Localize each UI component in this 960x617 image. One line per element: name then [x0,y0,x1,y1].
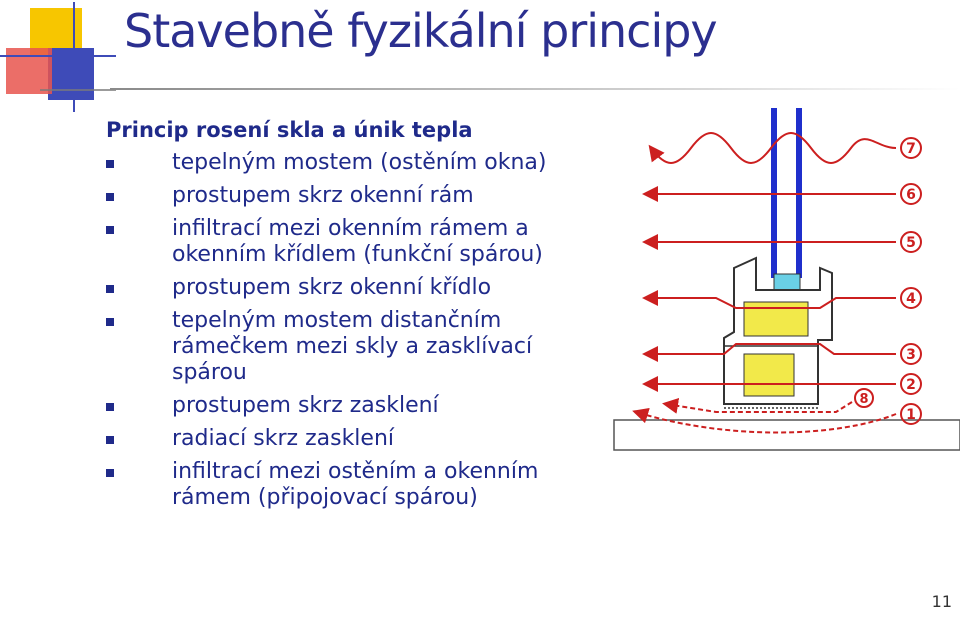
bullet-text: tepelným mostem distančním rámečkem mezi skly a zasklívací spárou [172,308,533,385]
bullet-square-icon [106,285,114,293]
marker-2 [901,374,921,394]
bullet-item [106,275,606,301]
spacer-bar [774,274,800,290]
marker-label: 4 [906,291,916,307]
bullet-square-icon [106,193,114,201]
window-heat-loss-diagram [606,108,960,453]
bullet-text: prostupem skrz okenní rám [172,183,474,208]
marker-1 [901,404,921,424]
slide-title: Stavebně fyzikální principy [124,4,717,58]
marker-3 [901,344,921,364]
title-underline [110,88,960,90]
marker-6 [901,184,921,204]
marker-5 [901,232,921,252]
bullet-square-icon [106,160,114,168]
bullet-item [106,150,606,176]
bullet-text: tepelným mostem (ostěním okna) [172,150,547,175]
bullet-text: prostupem skrz zasklení [172,393,439,418]
bullet-square-icon [106,226,114,234]
marker-label: 3 [906,347,916,363]
bullet-list [106,150,606,518]
bullet-item [106,308,606,386]
marker-7 [901,138,921,158]
bullet-text: prostupem skrz okenní křídlo [172,275,492,300]
bullet-square-icon [106,436,114,444]
bullet-item [106,459,606,511]
page-number: 11 [931,592,952,611]
bullet-item [106,216,606,268]
bullet-square-icon [106,318,114,326]
bullet-text: infiltrací mezi okenním rámem a okenním křídlem (funkční spárou) [172,216,543,267]
logo-graphic [0,0,120,115]
marker-label: 1 [906,407,916,423]
bullet-square-icon [106,403,114,411]
bullet-text: radiací skrz zasklení [172,426,395,451]
marker-label: 7 [906,141,916,157]
bullet-item [106,426,606,452]
profile-chamber [744,354,794,396]
marker-label: 6 [906,187,916,203]
marker-label: 8 [859,392,869,407]
marker-8 [855,389,873,407]
bullet-item [106,183,606,209]
bullet-square-icon [106,469,114,477]
marker-label: 5 [906,235,916,251]
bullet-text: infiltrací mezi ostěním a okenním rámem (připojovací spárou) [172,459,539,510]
bullet-item [106,393,606,419]
marker-4 [901,288,921,308]
marker-label: 2 [906,377,916,393]
section-heading: Princip rosení skla a únik tepla [106,118,473,142]
